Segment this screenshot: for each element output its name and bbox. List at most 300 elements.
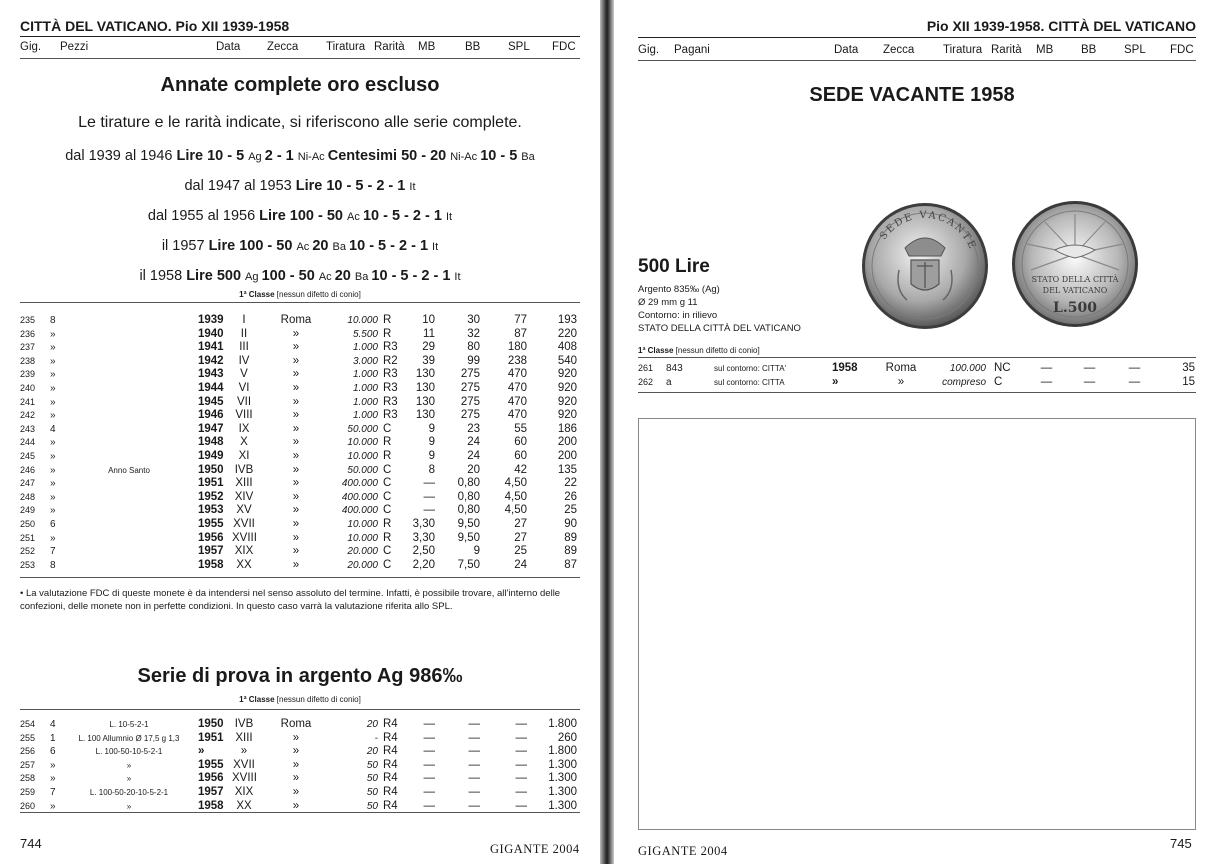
col-gig: Gig. xyxy=(20,41,42,53)
book-gutter xyxy=(600,0,614,864)
row-spl: — xyxy=(1128,362,1141,374)
row-fdc: 1.300 xyxy=(548,758,577,771)
row-mint: » xyxy=(292,395,300,408)
row-mintage: 50 xyxy=(366,773,378,785)
blank-frame xyxy=(638,418,1196,830)
row-spl: 470 xyxy=(507,368,527,381)
series-run: Ac xyxy=(296,241,313,253)
row-rarity: R xyxy=(383,518,392,530)
series-run: Ba xyxy=(332,241,350,253)
table-top-rule xyxy=(638,357,1196,358)
coin-spec-issuer: STATO DELLA CITTÀ DEL VATICANO xyxy=(638,323,801,334)
row-mb: 2,50 xyxy=(412,545,435,558)
row-spl: 24 xyxy=(514,558,527,571)
table-row xyxy=(0,341,600,355)
row-rarity: C xyxy=(383,558,392,571)
row-fdc: 89 xyxy=(564,545,577,558)
row-year: 1943 xyxy=(198,368,224,381)
row-fdc: 87 xyxy=(564,558,577,571)
row-rarity: R xyxy=(383,436,392,449)
row-gig: 250 xyxy=(20,519,36,529)
row-mb: — xyxy=(423,772,435,785)
row-mint: » xyxy=(292,354,300,367)
row-gig: 255 xyxy=(20,732,36,743)
series-run: Ba xyxy=(354,271,372,283)
row-roman: I xyxy=(242,314,246,326)
row-mint: » xyxy=(292,382,300,394)
table-row xyxy=(0,518,600,532)
row-pezzi: » xyxy=(50,410,56,422)
row-mint: » xyxy=(292,450,300,462)
row-mintage: 50.000 xyxy=(347,464,378,476)
row-mintage: 100.000 xyxy=(949,363,986,374)
row-year: 1946 xyxy=(198,409,224,422)
row-bb: 20 xyxy=(467,463,480,476)
row-note: » xyxy=(126,774,132,784)
row-bb: — xyxy=(468,745,480,758)
row-bb: 0,80 xyxy=(457,477,480,490)
series-run: Lire 10 - 5 xyxy=(176,148,249,164)
row-mint: » xyxy=(292,409,300,422)
row-mb: 2,20 xyxy=(412,558,435,571)
row-spl: — xyxy=(515,718,527,730)
row-note: L. 100-50-10-5-2-1 xyxy=(95,747,163,757)
row-fdc: 186 xyxy=(557,422,577,435)
row-mb: 130 xyxy=(415,395,435,408)
table-row xyxy=(0,382,600,396)
coin-photo xyxy=(859,200,1144,335)
row-gig: 261 xyxy=(638,363,654,373)
row-spl: 60 xyxy=(514,436,527,449)
row-rarity: R3 xyxy=(383,409,398,422)
row-spl: — xyxy=(515,745,527,758)
row-rarity: C xyxy=(383,463,392,476)
series-run: Lire 100 - 50 xyxy=(208,238,297,254)
row-fdc: 15 xyxy=(1182,375,1195,388)
row-gig: 246 xyxy=(20,464,36,475)
row-note: sul contorno: CITTA xyxy=(714,377,785,387)
row-gig: 256 xyxy=(20,746,36,757)
row-mb: 3,30 xyxy=(412,518,435,530)
row-pezzi: » xyxy=(50,328,56,340)
row-mintage: 20.000 xyxy=(347,546,378,558)
series-run: 10 - 5 - 2 - 1 xyxy=(371,268,455,284)
row-fdc: 26 xyxy=(564,490,577,503)
row-gig: 244 xyxy=(20,437,36,448)
row-mint: » xyxy=(292,545,300,558)
row-note: L. 100 Allumnio Ø 17,5 g 1,3 xyxy=(78,733,180,743)
series-line xyxy=(0,268,600,284)
col-data: Data xyxy=(216,41,241,53)
row-pezzi: 1 xyxy=(50,732,56,744)
section-title: Annate complete oro escluso xyxy=(160,74,440,96)
table-row xyxy=(0,491,600,505)
row-bb: 9,50 xyxy=(457,531,480,544)
row-spl: 238 xyxy=(507,354,527,367)
row-mintage: 10.000 xyxy=(347,519,378,530)
row-rarity: C xyxy=(383,422,392,435)
row-mb: 39 xyxy=(422,354,435,367)
series-run: 20 xyxy=(334,268,355,284)
series-run: It xyxy=(445,211,453,223)
row-roman: XX xyxy=(236,558,252,571)
row-rarity: R3 xyxy=(383,368,398,381)
row-roman: IX xyxy=(238,422,250,435)
row-gig: 241 xyxy=(20,396,36,407)
row-mint: » xyxy=(292,758,300,771)
row-rarity: R2 xyxy=(383,354,398,367)
row-year: 1944 xyxy=(198,382,224,394)
table-row xyxy=(0,745,600,759)
row-mint: Roma xyxy=(885,362,917,374)
row-mintage: 3.000 xyxy=(352,355,378,367)
header-rule xyxy=(638,37,1196,38)
row-bb: 32 xyxy=(467,327,480,340)
row-mb: — xyxy=(423,490,435,503)
row-bb: 80 xyxy=(467,341,480,354)
col-rarita: Rarità xyxy=(991,44,1022,56)
row-pezzi: » xyxy=(50,369,56,381)
row-roman: XVIII xyxy=(232,772,257,785)
row-gig: 235 xyxy=(20,315,36,325)
row-gig: 251 xyxy=(20,532,36,543)
table-bottom-rule xyxy=(638,392,1196,393)
row-pezzi: 7 xyxy=(50,546,56,558)
row-bb: — xyxy=(1083,375,1096,388)
row-pezzi: » xyxy=(50,759,56,771)
running-head: CITTÀ DEL VATICANO. Pio XII 1939-1958 xyxy=(20,18,290,34)
series-run: It xyxy=(454,271,461,283)
row-mintage: 10.000 xyxy=(347,315,378,326)
table-row xyxy=(0,409,600,423)
row-pezzi: » xyxy=(50,773,56,785)
row-mintage: 20 xyxy=(366,719,378,730)
row-mintage: 20 xyxy=(366,746,378,758)
row-mintage: 1.000 xyxy=(352,396,378,408)
row-fdc: 220 xyxy=(557,327,577,340)
coin-reverse xyxy=(1012,201,1138,327)
table-row xyxy=(0,436,600,450)
row-mint: Roma xyxy=(280,718,312,730)
row-mintage: 50 xyxy=(366,759,378,771)
row-spl: 470 xyxy=(507,382,527,394)
row-spl: 4,50 xyxy=(504,504,527,517)
row-note: L. 10-5-2-1 xyxy=(109,720,149,729)
row-fdc: 1.800 xyxy=(548,718,577,730)
table-bottom-rule xyxy=(20,577,580,578)
row-fdc: 408 xyxy=(557,341,577,354)
series-run: Lire 10 - 5 - 2 - 1 xyxy=(295,178,410,194)
row-fdc: 920 xyxy=(557,382,577,394)
row-mint: » xyxy=(292,327,300,340)
row-spl: 27 xyxy=(514,531,527,544)
row-spl: — xyxy=(515,731,527,744)
row-roman: V xyxy=(240,368,248,381)
row-mb: 130 xyxy=(415,409,435,422)
row-bb: 275 xyxy=(460,382,480,394)
row-pezzi: 6 xyxy=(50,746,56,758)
row-mintage: 20.000 xyxy=(347,559,378,571)
row-gig: 258 xyxy=(20,773,36,784)
series-run: Lire 500 xyxy=(186,268,246,284)
row-mint: » xyxy=(292,786,300,798)
right-page xyxy=(614,0,1210,864)
row-pezzi: » xyxy=(50,396,56,408)
row-mintage: 50 xyxy=(366,800,378,812)
row-note: L. 100-50-20-10-5-2-1 xyxy=(89,788,169,797)
row-roman: XIII xyxy=(235,477,253,490)
row-mb: 3,30 xyxy=(412,531,435,544)
row-mintage: 10.000 xyxy=(347,451,378,462)
series-run: 10 - 5 - 2 - 1 xyxy=(362,208,446,224)
row-year: 1956 xyxy=(198,531,224,544)
row-bb: — xyxy=(468,799,480,812)
row-gig: 253 xyxy=(20,559,36,570)
row-year: 1949 xyxy=(198,450,224,462)
section-title-2: Serie di prova in argento Ag 986‰ xyxy=(137,665,463,687)
series-run: il 1957 xyxy=(161,238,209,254)
row-gig: 239 xyxy=(20,369,36,380)
row-roman: XIV xyxy=(234,490,254,503)
row-fdc: 35 xyxy=(1182,362,1195,374)
table-row xyxy=(0,314,600,328)
row-pezzi: 8 xyxy=(50,315,56,326)
series-run: It xyxy=(409,181,416,193)
series-line xyxy=(0,208,600,224)
table-row xyxy=(0,732,600,746)
row-pezzi: 6 xyxy=(50,519,56,530)
col-spl: SPL xyxy=(508,41,530,53)
row-mint: » xyxy=(292,531,300,544)
series-line xyxy=(0,178,600,194)
col-pagani: Pagani xyxy=(674,44,710,56)
row-rarity: R3 xyxy=(383,341,398,354)
row-year: 1950 xyxy=(198,718,224,730)
row-spl: — xyxy=(515,772,527,785)
row-bb: 275 xyxy=(460,368,480,381)
row-year: 1957 xyxy=(198,545,224,558)
row-spl: 55 xyxy=(514,422,527,435)
class-label: 1ª Classe [nessun difetto di conio] xyxy=(239,290,361,299)
row-note: sul contorno: CITTA' xyxy=(714,364,787,373)
row-bb: 9 xyxy=(473,545,480,558)
table-row xyxy=(0,545,600,559)
row-mb: 9 xyxy=(428,436,435,449)
coin-title: 500 Lire xyxy=(638,256,710,277)
row-bb: 275 xyxy=(460,409,480,422)
row-bb: 7,50 xyxy=(457,558,480,571)
table-row xyxy=(0,477,600,491)
row-mint: » xyxy=(292,745,300,758)
row-mintage: 5.500 xyxy=(352,328,378,340)
coin-spec-edge: Contorno: in rilievo xyxy=(638,310,718,321)
row-mint: » xyxy=(292,799,300,812)
col-pezzi: Pezzi xyxy=(60,41,89,53)
row-roman: VII xyxy=(236,395,252,408)
series-run: il 1958 xyxy=(139,268,187,284)
row-mint: » xyxy=(292,341,300,354)
class-label: 1ª Classe [nessun difetto di conio] xyxy=(638,346,760,355)
row-roman: IVB xyxy=(234,718,254,730)
row-pezzi: » xyxy=(50,491,56,503)
row-mintage: 10.000 xyxy=(347,437,378,449)
row-spl: 470 xyxy=(507,409,527,422)
row-pagani: 843 xyxy=(666,363,683,374)
row-pezzi: 4 xyxy=(50,423,56,435)
row-gig: 252 xyxy=(20,546,36,557)
column-rule xyxy=(638,60,1196,61)
row-spl: 60 xyxy=(514,450,527,462)
row-fdc: 22 xyxy=(564,477,577,490)
row-note: Anno Santo xyxy=(108,465,150,475)
row-rarity: C xyxy=(994,375,1003,388)
table-row xyxy=(0,718,600,732)
series-run: 10 - 5 xyxy=(480,148,522,164)
table-top-rule xyxy=(20,302,580,303)
row-fdc: 200 xyxy=(557,450,577,462)
row-mint: » xyxy=(292,368,300,381)
row-spl: — xyxy=(515,786,527,798)
row-rarity: C xyxy=(383,545,392,558)
table2-bottom-rule xyxy=(20,812,580,813)
row-bb: 0,80 xyxy=(457,490,480,503)
coin-images xyxy=(859,200,1144,330)
series-run: dal 1955 al 1956 xyxy=(147,208,260,224)
coin-spec-size: Ø 29 mm g 11 xyxy=(638,297,698,308)
row-year: 1953 xyxy=(198,504,224,517)
row-mb: 130 xyxy=(415,368,435,381)
row-fdc: 1.300 xyxy=(548,799,577,812)
table-row xyxy=(0,355,600,369)
table-row xyxy=(0,464,600,478)
col-mb: MB xyxy=(1036,44,1054,56)
svg-text:SEDE VACANTE: SEDE VACANTE xyxy=(877,209,979,253)
row-mint: » xyxy=(292,436,300,449)
series-run: Ni-Ac xyxy=(297,151,328,163)
row-mintage: 1.000 xyxy=(352,383,378,394)
row-rarity: R xyxy=(383,314,392,326)
svg-text:STATO DELLA CITTÀ: STATO DELLA CITTÀ xyxy=(1031,275,1119,284)
row-pezzi: » xyxy=(50,800,56,812)
row-gig: 259 xyxy=(20,787,36,797)
row-spl: — xyxy=(1128,375,1141,388)
row-mint: » xyxy=(292,463,300,476)
row-bb: — xyxy=(468,718,480,730)
table-row xyxy=(0,450,600,464)
row-mb: 29 xyxy=(422,341,435,354)
row-pezzi: » xyxy=(50,437,56,449)
brand-footer: GIGANTE 2004 xyxy=(490,842,580,856)
row-pezzi: » xyxy=(50,478,56,490)
row-mint: » xyxy=(292,772,300,785)
series-run: It xyxy=(432,241,439,253)
row-mint: » xyxy=(292,490,300,503)
row-note: » xyxy=(126,760,132,770)
row-year: 1957 xyxy=(198,786,224,798)
row-roman: XV xyxy=(236,504,252,517)
row-year: 1942 xyxy=(198,354,224,367)
table-row xyxy=(0,759,600,773)
row-mintage: - xyxy=(374,732,378,744)
col-gig: Gig. xyxy=(638,44,660,56)
row-mb: — xyxy=(423,758,435,771)
row-fdc: 135 xyxy=(557,463,577,476)
series-run: Ac xyxy=(318,271,335,283)
row-mb: 130 xyxy=(415,382,435,394)
col-spl: SPL xyxy=(1124,44,1146,56)
row-rarity: R xyxy=(383,450,392,462)
row-gig: 247 xyxy=(20,478,36,489)
page-number: 745 xyxy=(1170,836,1192,851)
row-fdc: 200 xyxy=(557,436,577,449)
row-mb: 9 xyxy=(428,450,435,462)
row-year: 1951 xyxy=(198,477,224,490)
row-spl: 25 xyxy=(514,545,527,558)
row-mintage: 1.000 xyxy=(352,369,378,381)
row-year: 1958 xyxy=(832,362,858,374)
svg-text:DEL VATICANO: DEL VATICANO xyxy=(1042,286,1108,295)
brand-footer: GIGANTE 2004 xyxy=(638,844,728,858)
row-year: 1945 xyxy=(198,395,224,408)
row-year: 1950 xyxy=(198,463,224,476)
row-mintage: 400.000 xyxy=(341,505,378,517)
col-bb: BB xyxy=(465,41,481,53)
row-roman: II xyxy=(240,327,248,340)
row-rarity: R4 xyxy=(383,731,398,744)
row-mintage: 1.000 xyxy=(352,410,378,422)
row-year: 1952 xyxy=(198,490,224,503)
row-fdc: 90 xyxy=(564,518,577,530)
row-year: 1956 xyxy=(198,772,224,785)
series-run: Ac xyxy=(347,211,363,223)
row-year: 1940 xyxy=(198,327,224,340)
row-year: 1948 xyxy=(198,436,224,449)
coin-spec-metal: Argento 835‰ (Ag) xyxy=(638,284,720,295)
row-pagani: a xyxy=(666,376,672,388)
col-mb: MB xyxy=(418,41,436,53)
row-fdc: 260 xyxy=(557,731,577,744)
row-year: 1955 xyxy=(198,518,224,530)
row-mb: 10 xyxy=(422,314,435,326)
row-fdc: 1.300 xyxy=(548,772,577,785)
row-gig: 262 xyxy=(638,376,654,387)
running-head: Pio XII 1939-1958. CITTÀ DEL VATICANO xyxy=(926,18,1196,34)
row-year: 1958 xyxy=(198,558,224,571)
row-mintage: 50.000 xyxy=(347,423,378,435)
row-spl: 180 xyxy=(507,341,527,354)
row-roman: XIX xyxy=(234,786,254,798)
row-mintage: 400.000 xyxy=(341,491,378,503)
svg-text:L.500: L.500 xyxy=(1053,300,1097,316)
row-gig: 257 xyxy=(20,759,36,770)
row-year: 1939 xyxy=(198,314,224,326)
row-spl: 470 xyxy=(507,395,527,408)
series-run: Centesimi 50 - 20 xyxy=(327,148,451,164)
row-mb: — xyxy=(1040,375,1053,388)
table-row xyxy=(0,396,600,410)
row-bb: — xyxy=(468,772,480,785)
row-fdc: 89 xyxy=(564,531,577,544)
row-spl: — xyxy=(515,799,527,812)
series-run: 2 - 1 xyxy=(264,148,298,164)
table-row xyxy=(0,504,600,518)
row-roman: XVII xyxy=(233,518,255,530)
row-roman: XVII xyxy=(233,758,255,771)
table-row xyxy=(0,328,600,342)
row-mb: — xyxy=(423,718,435,730)
row-mb: 11 xyxy=(423,327,435,340)
row-mintage: 10.000 xyxy=(347,532,378,544)
